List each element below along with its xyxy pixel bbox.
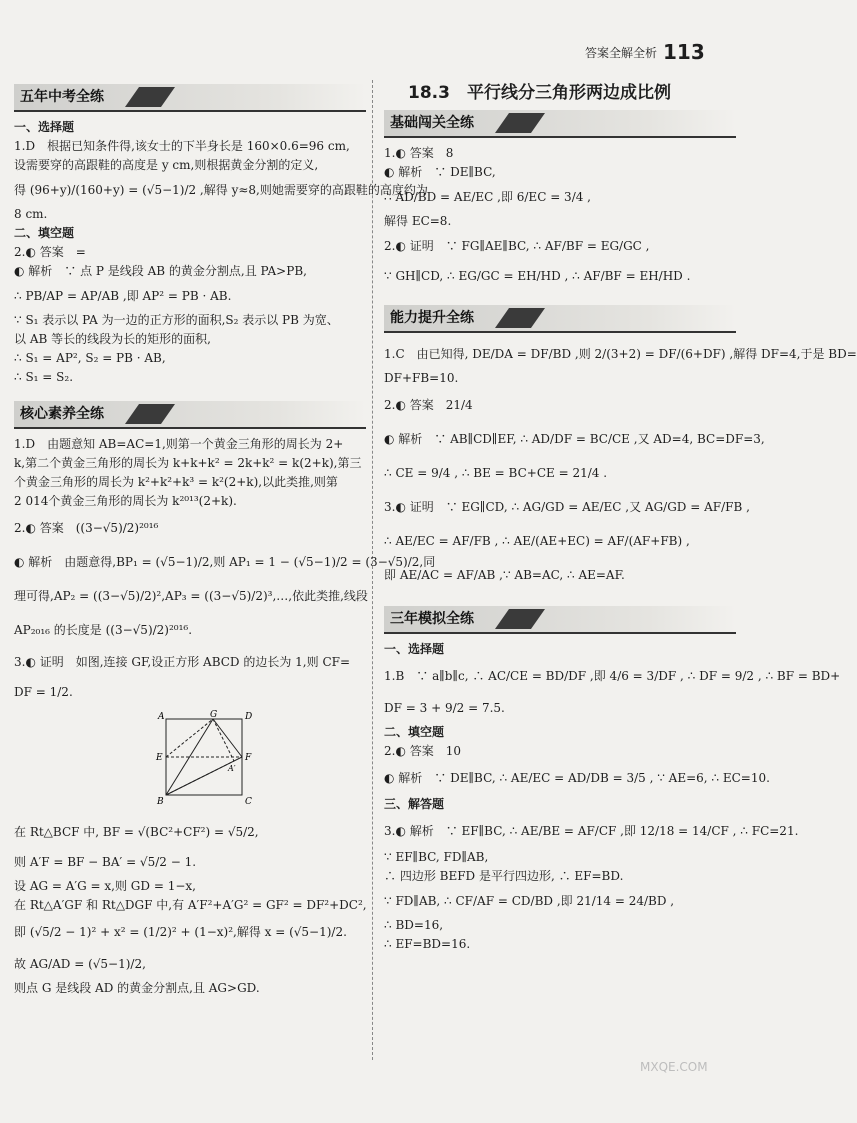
text-line: ∴ AD/BD = AE/EC ,即 6/EC = 3/4 , [384, 190, 592, 204]
section-basic-body [384, 144, 736, 291]
label-a: A [158, 712, 165, 722]
line-eg [166, 719, 213, 757]
text-line: k,第二个黄金三角形的周长为 k+k+k² = 2k+k² = k(2+k),第三 [14, 456, 362, 470]
header-label: 答案全解全析 [585, 46, 658, 60]
text-line: 2 014个黄金三角形的周长为 k²⁰¹³(2+k). [14, 494, 237, 508]
text-line: 即 AE/AC = AF/AB ,∵ AB=AC, ∴ AE=AF. [384, 568, 625, 582]
label-d: D [245, 712, 253, 722]
text-line: ∵ GH∥CD, ∴ EG/GC = EH/HD , ∴ AF/BF = EH/HD . [384, 269, 691, 283]
section-tab-decoration [125, 404, 175, 424]
square-geometry-figure [144, 711, 264, 807]
text-line: 二、填空题 [14, 226, 75, 240]
label-f: F [245, 753, 252, 763]
section-tab-decoration [495, 308, 545, 328]
section-title: 三年模拟全练 [390, 611, 474, 627]
text-line: 一、选择题 [14, 120, 75, 134]
text-line: 设 AG = A′G = x,则 GD = 1−x, [14, 879, 196, 893]
label-g: G [210, 710, 218, 720]
section-header-core-literacy [14, 401, 366, 429]
text-line: 1.D 根据已知条件得,该女士的下半身长是 160×0.6=96 cm, [14, 139, 350, 153]
text-line: ∴ 四边形 BEFD 是平行四边形, ∴ EF=BD. [384, 869, 624, 883]
text-line: 三、解答题 [384, 797, 445, 811]
section-header-basic [384, 110, 736, 138]
label-c: C [245, 797, 252, 807]
text-line: 3.◐ 证明 如图,连接 GF,设正方形 ABCD 的边长为 1,则 CF= [14, 655, 351, 669]
section-title: 基础闯关全练 [390, 115, 474, 131]
text-line: 1.D 由题意知 AB=AC=1,则第一个黄金三角形的周长为 2+ [14, 437, 344, 451]
text-line: 2.◐ 答案 = [14, 245, 86, 259]
page-header [585, 40, 705, 64]
text-line: ∴ S₁ = S₂. [14, 370, 74, 384]
text-line: 则 A′F = BF − BA′ = √5/2 − 1. [14, 855, 197, 869]
section-title: 能力提升全练 [390, 310, 474, 326]
page-number: 113 [663, 40, 705, 64]
section-three-year-body [384, 640, 841, 954]
text-line: 8 cm. [14, 207, 48, 221]
text-line: 1.C 由已知得, DE/DA = DF/BD ,则 2/(3+2) = DF/(6+DF) ,解得 DF=4,于是 BD= [384, 347, 857, 361]
section-header-improve [384, 305, 736, 333]
label-a-prime: A′ [228, 764, 236, 773]
text-line: 一、选择题 [384, 642, 445, 656]
text-line: ◐ 解析 ∵ DE∥BC, ∴ AE/EC = AD/DB = 3/5 , ∵ AE=6, ∴ EC=10. [384, 771, 770, 785]
label-e: E [156, 753, 163, 763]
text-line: 得 (96+y)/(160+y) = (√5−1)/2 ,解得 y≈8,则她需要穿的高跟鞋的高度约为 [14, 183, 428, 197]
text-line: 1.B ∵ a∥b∥c, ∴ AC/CE = BD/DF ,即 4/6 = 3/DF , ∴ DF = 9/2 , ∴ BF = BD+ [384, 669, 841, 683]
text-line: ◐ 解析 ∵ AB∥CD∥EF, ∴ AD/DF = BC/CE ,又 AD=4, BC=DF=3, [384, 432, 765, 446]
section-improve-body [384, 339, 857, 592]
text-line: ∴ CE = 9/4 , ∴ BE = BC+CE = 21/4 . [384, 466, 608, 480]
section-header-five-year [14, 84, 366, 112]
text-line: ◐ 解析 ∵ 点 P 是线段 AB 的黄金分割点,且 PA>PB, [14, 264, 307, 278]
text-line: 在 Rt△A′GF 和 Rt△DGF 中,有 A′F²+A′G² = GF² = DF²+DC², [14, 898, 367, 912]
section-tab-decoration [495, 113, 545, 133]
section-title: 五年中考全练 [20, 89, 104, 105]
line-gf [213, 719, 242, 757]
text-line: ◐ 解析 由题意得,BP₁ = (√5−1)/2,则 AP₁ = 1 − (√5−1)/2 = (3−√5)/2,同 [14, 555, 436, 569]
text-line: 故 AG/AD = (√5−1)/2, [14, 957, 146, 971]
text-line: ∴ AE/EC = AF/FB , ∴ AE/(AE+EC) = AF/(AF+FB) , [384, 534, 690, 548]
text-line: 二、填空题 [384, 725, 445, 739]
right-column [384, 80, 857, 954]
text-line: ∴ PB/AP = AP/AB ,即 AP² = PB · AB. [14, 289, 232, 303]
section-title: 核心素养全练 [20, 406, 104, 422]
text-line: ∴ BD=16, [384, 918, 444, 932]
text-line: 2.◐ 答案 21/4 [384, 398, 473, 412]
section-header-three-year [384, 606, 736, 634]
text-line: ∴ EF=BD=16. [384, 937, 471, 951]
section-tab-decoration [495, 609, 545, 629]
text-line: DF = 3 + 9/2 = 7.5. [384, 701, 505, 715]
text-line: 则点 G 是线段 AD 的黄金分割点,且 AG>GD. [14, 981, 260, 995]
section-tab-decoration [125, 87, 175, 107]
text-line: 设需要穿的高跟鞋的高度是 y cm,则根据黄金分割的定义, [14, 158, 319, 172]
text-line: 即 (√5/2 − 1)² + x² = (1/2)² + (1−x)²,解得 x = (√5−1)/2. [14, 925, 347, 939]
column-divider [372, 80, 374, 1060]
text-line: 解得 EC=8. [384, 214, 452, 228]
text-line: 理可得,AP₂ = ((3−√5)/2)²,AP₃ = ((3−√5)/2)³,…,依此类推,线段 [14, 589, 368, 603]
text-line: 1.◐ 答案 8 [384, 146, 454, 160]
text-line: 3.◐ 解析 ∵ EF∥BC, ∴ AE/BE = AF/CF ,即 12/18 = 14/CF , ∴ FC=21. [384, 824, 799, 838]
text-line: DF+FB=10. [384, 371, 459, 385]
text-line: 3.◐ 证明 ∵ EG∥CD, ∴ AG/GD = AE/EC ,又 AG/GD = AF/FB , [384, 500, 750, 514]
text-line: 2.◐ 答案 ((3−√5)/2)²⁰¹⁶ [14, 521, 159, 535]
text-line: ∵ FD∥AB, ∴ CF/AF = CD/BD ,即 21/14 = 24/BD , [384, 894, 675, 908]
text-line: ∵ S₁ 表示以 PA 为一边的正方形的面积,S₂ 表示以 PB 为宽、 [14, 313, 339, 327]
text-line: 2.◐ 答案 10 [384, 744, 462, 758]
chapter-title: 18.3 平行线分三角形两边成比例 [408, 83, 671, 103]
text-line: 2.◐ 证明 ∵ FG∥AE∥BC, ∴ AF/BF = EG/GC , [384, 239, 650, 253]
text-line: 以 AB 等长的线段为长的矩形的面积, [14, 332, 211, 346]
line-ga [213, 719, 234, 761]
text-line: 在 Rt△BCF 中, BF = √(BC²+CF²) = √5/2, [14, 825, 259, 839]
text-line: ∴ S₁ = AP², S₂ = PB · AB, [14, 351, 166, 365]
text-line: 个黄金三角形的周长为 k²+k²+k³ = k²(2+k),以此类推,则第 [14, 475, 338, 489]
watermark: MXQE.COM [640, 1060, 708, 1074]
label-b: B [157, 797, 164, 807]
text-line: DF = 1/2. [14, 685, 73, 699]
text-line: ∵ EF∥BC, FD∥AB, [384, 850, 489, 864]
text-line: ◐ 解析 ∵ DE∥BC, [384, 165, 496, 179]
text-line: AP₂₀₁₆ 的长度是 ((3−√5)/2)²⁰¹⁶. [14, 623, 193, 637]
